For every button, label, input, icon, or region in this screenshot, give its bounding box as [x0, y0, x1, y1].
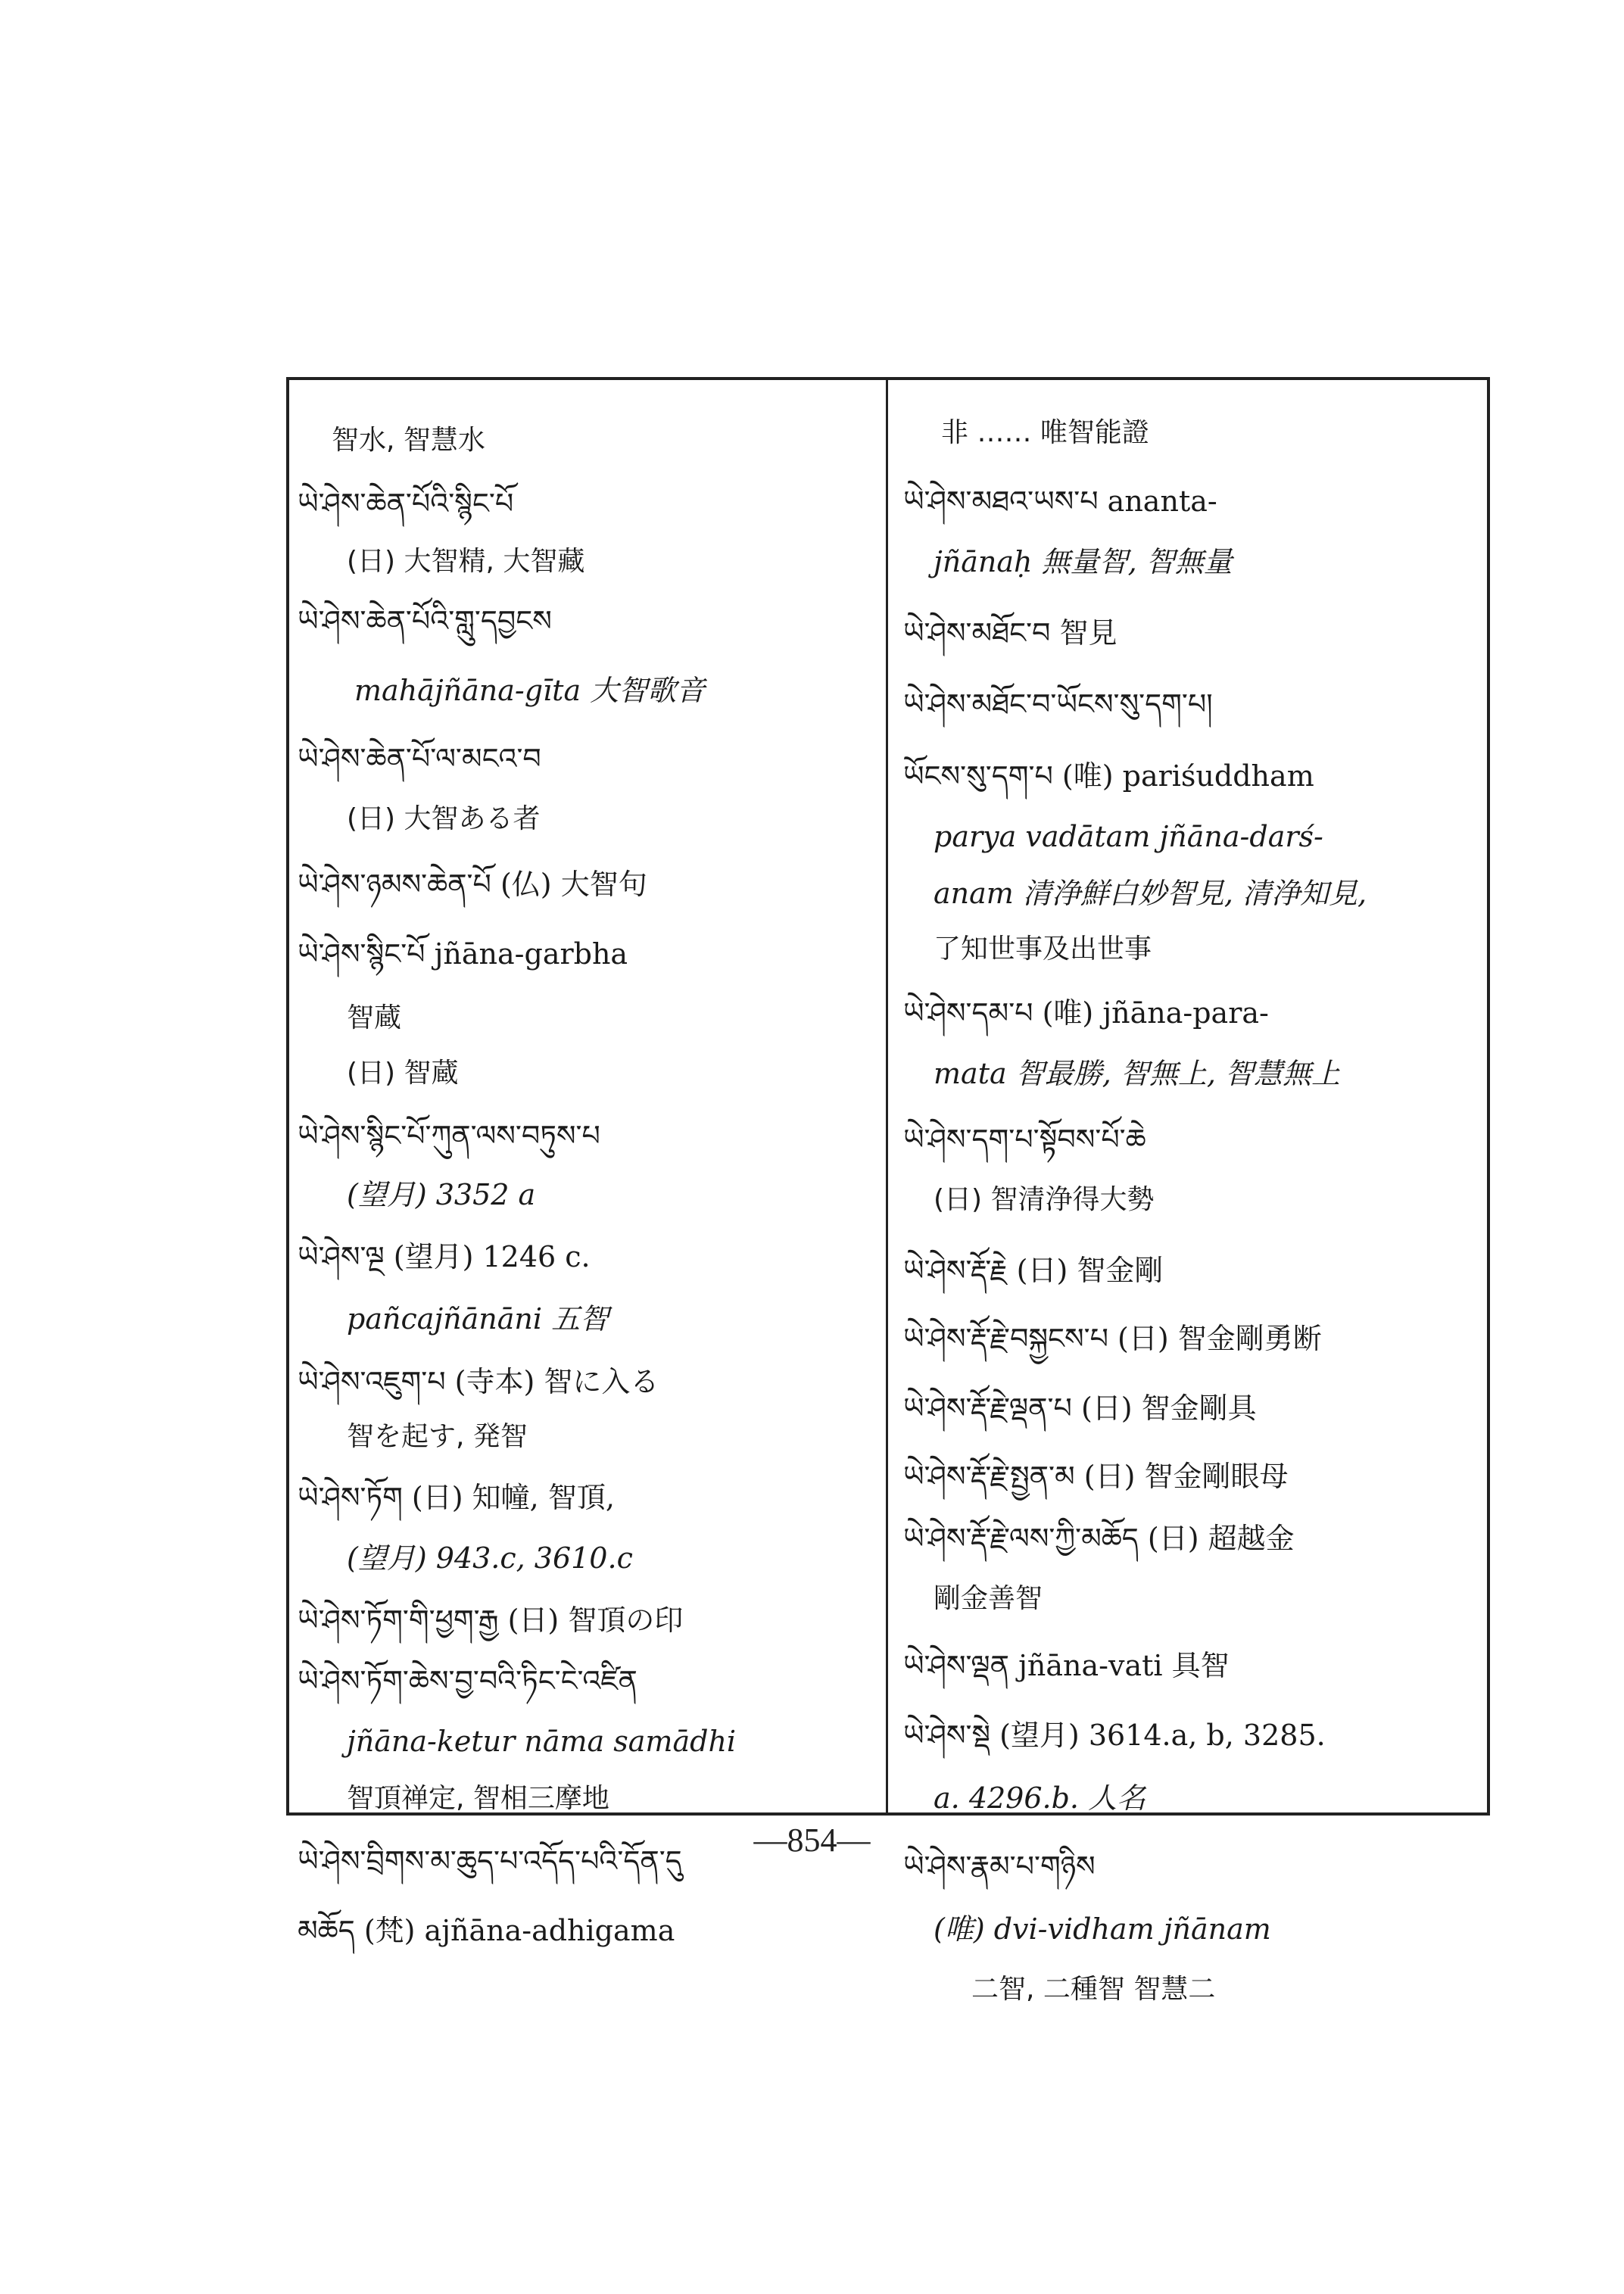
entry-line: (日) 智蔵 [347, 1058, 459, 1089]
entry-line: ཡེ་ཤེས་དམ་པ (唯) jñāna-para- [903, 996, 1269, 1030]
entry-line: (唯) dvi-vidham jñānam [934, 1912, 1271, 1946]
entry-line: pañcajñānāni 五智 [347, 1302, 609, 1336]
entry-line: ཡེ་ཤེས་བྲིགས་མ་ཆུད་པ་འདོད་པའི་དོན་དུ [298, 1844, 682, 1878]
entry-line: (望月) 3352 a [347, 1178, 536, 1211]
entry-line: (日) 大智ある者 [347, 803, 541, 834]
entry-line: jñānaḥ 無量智, 智無量 [934, 545, 1233, 578]
entry-line: ཡེ་ཤེས་སྙིང་པོ jñāna-garbha [298, 937, 628, 971]
entry-line: 智水, 智慧水 [332, 425, 485, 456]
entry-line: mahājñāna-gīta 大智歌音 [354, 674, 706, 707]
entry-line: mata 智最勝, 智無上, 智慧無上 [934, 1057, 1341, 1090]
entry-line: ཡེ་ཤེས་ལྡན jñāna-vati 具智 [903, 1649, 1230, 1682]
entry-line: ཡེ་ཤེས་ཆེན་པོ་ལ་མངའ་བ [298, 742, 541, 775]
entry-line: ཡེ་ཤེས་ཏོག (日) 知幢, 智頂, [298, 1481, 615, 1514]
entry-line: (日) 智清浄得大勢 [934, 1184, 1155, 1215]
entry-line: ཡེ་ཤེས་སྙིང་པོ་ཀུན་ལས་བཏུས་པ [298, 1119, 600, 1152]
entry-line: ཡེ་ཤེས་རྡོ་རྗེ (日) 智金剛 [903, 1254, 1164, 1287]
entry-line: 智蔵 [347, 1002, 402, 1033]
entry-line: 智を起す, 発智 [347, 1421, 528, 1452]
entry-line: ཡེ་ཤེས་ལྔ (望月) 1246 c. [298, 1240, 591, 1273]
entry-line: 智頂禅定, 智相三摩地 [347, 1783, 609, 1814]
entry-line: jñāna-ketur nāma samādhi [347, 1725, 737, 1758]
entry-line: ཡེ་ཤེས་རྡོ་རྗེ་བསྐྱངས་པ (日) 智金剛勇断 [903, 1322, 1322, 1355]
entry-line: ཡེ་ཤེས་རྡོ་རྗེ་ལས་ཀྱི་མཆོད (日) 超越金 [903, 1522, 1295, 1555]
entry-line: ཡེ་ཤེས་རྡོ་རྗེ་སྤྱན་མ (日) 智金剛眼母 [903, 1460, 1289, 1493]
entry-line: ཡོངས་སུ་དག་པ (唯) pariśuddham [903, 759, 1314, 793]
entry-line: parya vadātam jñāna-darś- [934, 820, 1323, 853]
entry-line: ཡེ་ཤེས་ཆེན་པོའི་གླུ་དབྱངས [298, 604, 552, 637]
page-number: —854— [753, 1822, 871, 1859]
entry-line: ཡེ་ཤེས་ཏོག་ཆེས་བྱ་བའི་ཏིང་ངེ་འཛིན [298, 1664, 637, 1697]
entry-line: 非 …… 唯智能證 [941, 417, 1149, 448]
entry-line: (望月) 943.c, 3610.c [347, 1541, 633, 1575]
entry-line: 了知世事及出世事 [934, 933, 1152, 965]
entry-line: (日) 大智精, 大智藏 [347, 546, 585, 577]
entry-line: ཡེ་ཤེས་ཉམས་ཆེན་པོ (仏) 大智句 [298, 868, 647, 901]
entry-line: a. 4296.b. 人名 [934, 1781, 1146, 1815]
column-divider [886, 377, 888, 1816]
entry-line: ཡེ་ཤེས་སྡེ (望月) 3614.a, b, 3285. [903, 1719, 1326, 1752]
entry-line: ཡེ་ཤེས་འཇུག་པ (寺本) 智に入る [298, 1365, 659, 1398]
entry-line: ཡེ་ཤེས་རྡོ་རྗེ་ལྡན་པ (日) 智金剛具 [903, 1392, 1257, 1425]
entry-line: 剛金善智 [934, 1583, 1043, 1614]
entry-line: 二智, 二種智 智慧二 [971, 1974, 1216, 2005]
entry-line: ཡེ་ཤེས་མཐོང་བ 智見 [903, 616, 1117, 650]
entry-line: ཡེ་ཤེས་ཆེན་པོའི་སྙིང་པོ [298, 487, 514, 520]
entry-line: anam 清浄鮮白妙智見, 清浄知見, [934, 877, 1367, 910]
entry-line: ཡེ་ཤེས་མཐོང་བ་ཡོངས་སུ་དག་པ། [903, 687, 1213, 721]
dictionary-frame [286, 377, 1490, 1816]
entry-line: ཡེ་ཤེས་མཐའ་ཡས་པ ananta- [903, 485, 1217, 518]
entry-line: ཡེ་ཤེས་དག་པ་སྟོབས་པོ་ཆེ [903, 1123, 1146, 1156]
entry-line: ཡེ་ཤེས་རྣམ་པ་གཉིས [903, 1850, 1096, 1883]
entry-line: མཆོད (梵) ajñāna-adhigama [298, 1914, 675, 1947]
entry-line: ཡེ་ཤེས་ཏོག་གི་ཕྱག་རྒྱ (日) 智頂の印 [298, 1604, 684, 1637]
